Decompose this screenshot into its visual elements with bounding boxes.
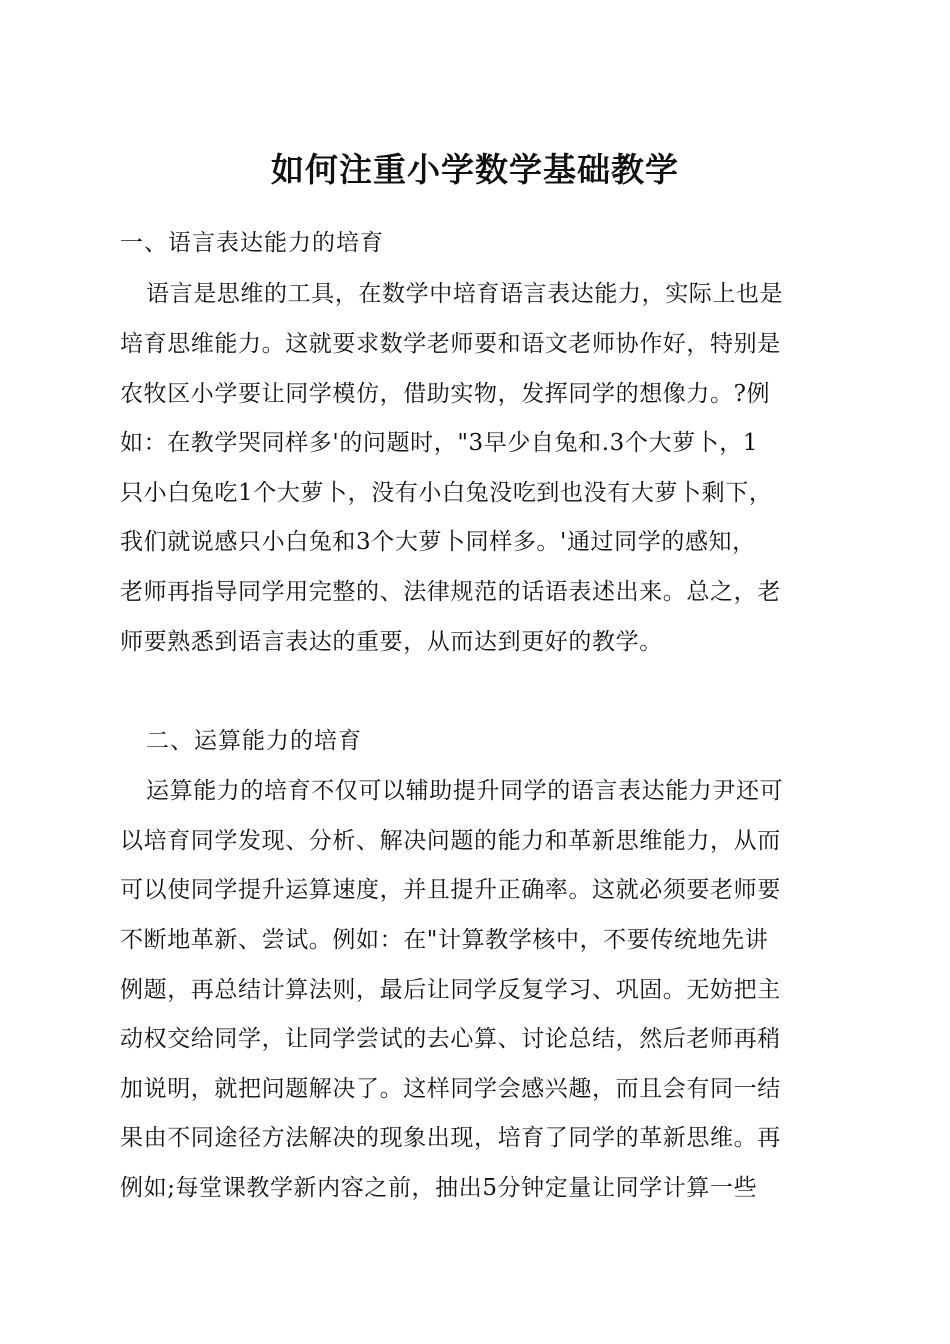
paragraph-line: 培育思维能力。这就要求数学老师要和语文老师协作好，特别是 xyxy=(120,331,781,357)
paragraph-line: 以培育同学发现、分析、解决问题的能力和革新思维能力，从而 xyxy=(120,828,781,854)
paragraph-line: 只小白兔吃1个大萝卜，没有小白兔没吃到也没有大萝卜剩下， xyxy=(120,480,773,506)
section-heading-2: 二、运算能力的培育 xyxy=(146,728,362,754)
paragraph-line: 农牧区小学要让同学模仿，借助实物，发挥同学的想像力。?例 xyxy=(120,381,771,407)
paragraph-line: 可以使同学提升运算速度，并且提升正确率。这就必须要老师要 xyxy=(120,877,781,903)
paragraph-line: 师要熟悉到语言表达的重要，从而达到更好的教学。 xyxy=(120,629,663,655)
paragraph-line: 语言是思维的工具，在数学中培育语言表达能力，实际上也是 xyxy=(146,281,784,307)
paragraph-line: 动权交给同学，让同学尝试的去心算、讨论总结，然后老师再稍 xyxy=(120,1026,781,1052)
paragraph-line: 果由不同途径方法解决的现象出现，培育了同学的革新思维。再 xyxy=(120,1125,781,1151)
paragraph-line: 我们就说感只小白兔和3个大萝卜同样多。'通过同学的感知， xyxy=(120,529,756,555)
paragraph-line: 运算能力的培育不仅可以辅助提升同学的语言表达能力尹还可 xyxy=(146,778,784,804)
document-title: 如何注重小学数学基础教学 xyxy=(271,150,679,189)
paragraph-line: 加说明，就把问题解决了。这样同学会感兴趣，而且会有同一结 xyxy=(120,1076,781,1102)
paragraph-line: 例题，再总结计算法则，最后让同学反复学习、巩固。无妨把主 xyxy=(120,977,781,1003)
section-heading-1: 一、语言表达能力的培育 xyxy=(120,230,384,256)
paragraph-line: 不断地革新、尝试。例如：在"计算教学核中，不要传统地先讲 xyxy=(120,927,769,953)
paragraph-line: 老师再指导同学用完整的、法律规范的话语表述出来。总之，老 xyxy=(120,579,781,605)
paragraph-line: 例如;每堂课教学新内容之前，抽出5分钟定量让同学计算一些 xyxy=(120,1175,758,1201)
paragraph-line: 如：在教学哭同样多'的问题时，"3早少自兔和.3个大萝卜，1 xyxy=(120,430,759,456)
